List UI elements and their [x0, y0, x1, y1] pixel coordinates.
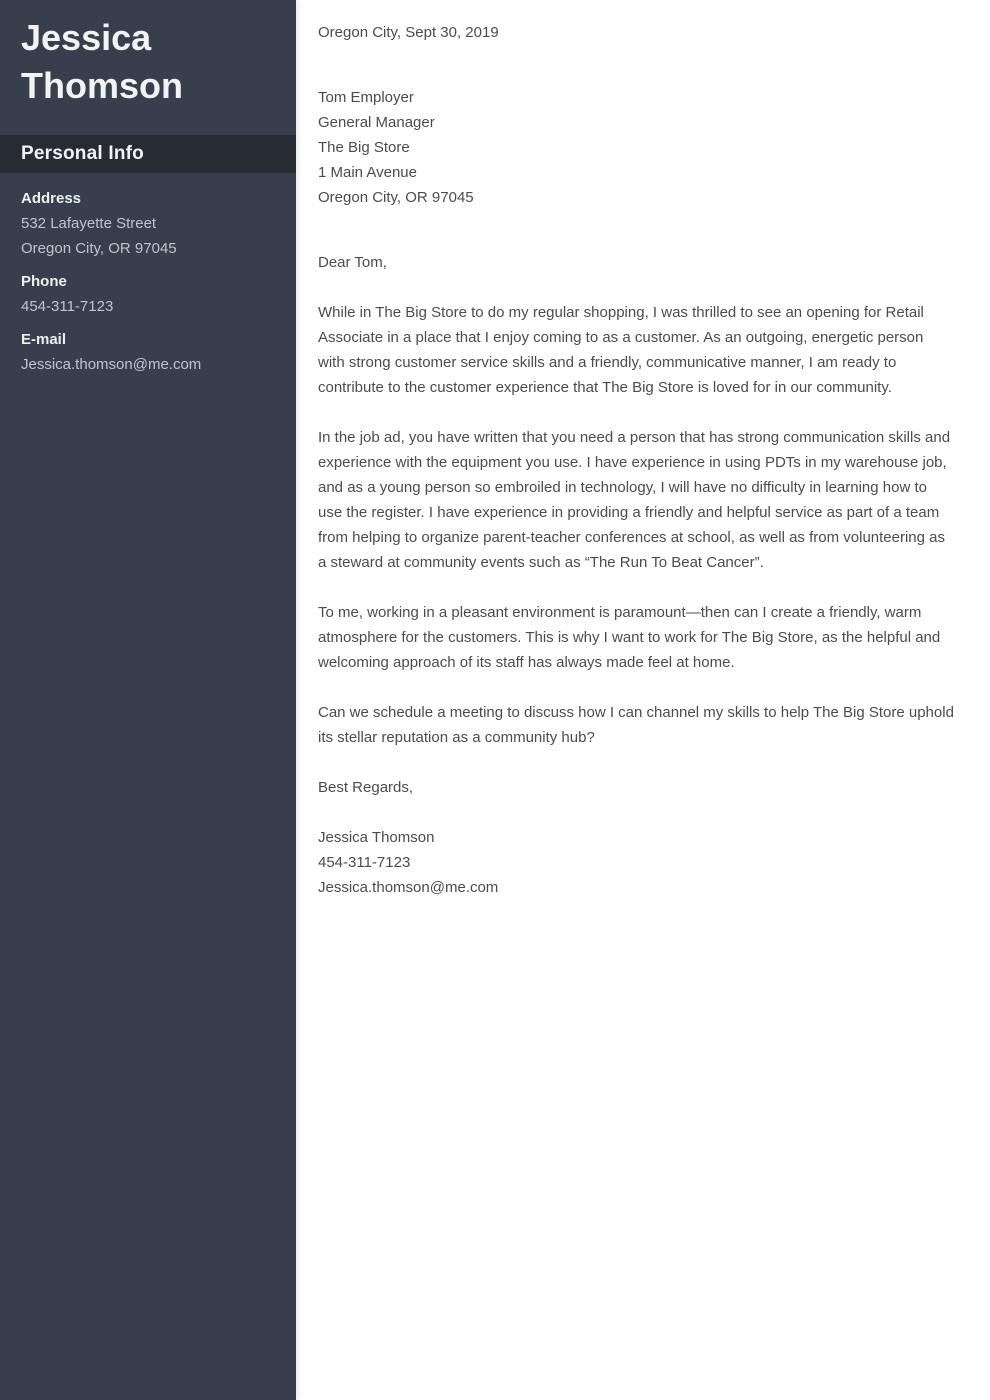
letter-paragraph-4: Can we schedule a meeting to discuss how I can channel my skills to help The Big Store uphold its stellar reputation as a community hub?	[318, 704, 954, 746]
recipient-name: Tom Employer	[318, 89, 414, 106]
address-line-1: 532 Lafayette Street	[21, 215, 157, 232]
signature-name: Jessica Thomson	[318, 829, 435, 846]
phone-value: 454-311-7123	[21, 298, 114, 315]
personal-info-list	[0, 173, 296, 377]
signature-email: Jessica.thomson@me.com	[318, 879, 499, 896]
info-group-email	[21, 327, 278, 377]
signature-block	[318, 825, 954, 900]
info-group-address	[21, 186, 278, 261]
info-group-phone	[21, 269, 278, 319]
letter-date: Oregon City, Sept 30, 2019	[318, 24, 499, 41]
sidebar	[0, 0, 296, 1400]
letter-body	[296, 0, 990, 900]
recipient-title: General Manager	[318, 114, 435, 131]
personal-info-header	[0, 135, 296, 173]
recipient-company: The Big Store	[318, 139, 410, 156]
personal-info-title: Personal Info	[21, 143, 144, 164]
letter-paragraph-2: In the job ad, you have written that you need a person that has strong communication skills and experience with the equipment you use. I have experience in using PDTs in my warehouse job, and as a young person so embroiled in technology, I will have no difficulty in learning how to use the register. I have experience in providing a friendly and helpful service as part of a team from helping to organize parent-teacher conferences at school, as well as from volunteering as a steward at community events such as “The Run To Beat Cancer”.	[318, 429, 951, 571]
person-name: Jessica Thomson	[21, 17, 183, 106]
name-block	[0, 0, 296, 135]
recipient-block	[318, 85, 954, 210]
email-label: E-mail	[21, 331, 67, 348]
letter-paragraph-3: To me, working in a pleasant environment is paramount—then can I create a friendly, warm atmosphere for the customers. This is why I want to work for The Big Store, as the helpful and welcoming approach of its staff has always made feel at home.	[318, 604, 941, 671]
phone-label: Phone	[21, 273, 67, 290]
signature-phone: 454-311-7123	[318, 854, 411, 871]
letter-paragraph-1: While in The Big Store to do my regular shopping, I was thrilled to see an opening for Retail Associate in a place that I enjoy coming to as a customer. As an outgoing, energetic person with strong customer service skills and a friendly, communicative manner, I am ready to contribute to the customer experience that The Big Store is loved for in our community.	[318, 304, 924, 396]
salutation: Dear Tom,	[318, 254, 387, 271]
recipient-city: Oregon City, OR 97045	[318, 189, 474, 206]
email-value: Jessica.thomson@me.com	[21, 356, 202, 373]
address-label: Address	[21, 190, 82, 207]
recipient-street: 1 Main Avenue	[318, 164, 417, 181]
closing: Best Regards,	[318, 779, 414, 796]
address-line-2: Oregon City, OR 97045	[21, 240, 177, 257]
